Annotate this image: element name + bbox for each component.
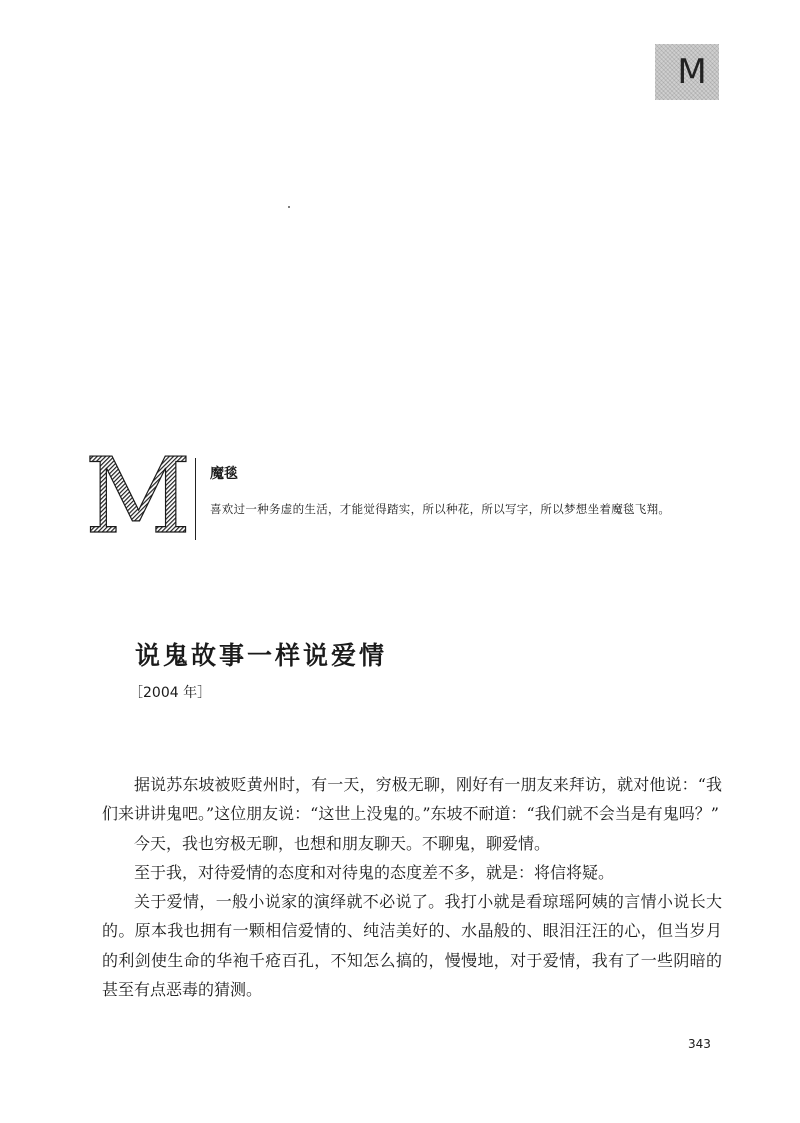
article-title: 说鬼故事一样说爱情: [135, 641, 388, 670]
paragraph: 今天，我也穷极无聊，也想和朋友聊天。不聊鬼，聊爱情。: [134, 833, 551, 853]
article-body: [102, 770, 722, 1004]
page-number: 343: [688, 1037, 711, 1051]
author-divider: [195, 458, 196, 540]
section-letter-tab: [655, 44, 719, 100]
paragraph: 至于我，对待爱情的态度和对待鬼的态度差不多，就是：将信将疑。: [134, 862, 615, 882]
section-letter: M: [677, 52, 707, 92]
author-bio: 喜欢过一种务虚的生活，才能觉得踏实，所以种花，所以写字，所以梦想坐着魔毯飞翔。: [210, 502, 671, 516]
author-name: 魔毯: [210, 466, 238, 482]
article-year: ［2004 年］: [129, 685, 212, 701]
print-speck: [288, 206, 290, 208]
paragraph: 关于爱情，一般小说家的演绎就不必说了。我打小就是看琼瑶阿姨的言情小说长大的。原本我也拥有一颗相信爱情的、纯洁美好的、水晶般的、眼泪汪汪的心，但当岁月的利剑使生命的华袍千疮百孔，不知怎么搞的，慢慢地，对于爱情，我有了一些阴暗的甚至有点恶毒的猜测。: [102, 892, 722, 1000]
author-initial-letter: [84, 435, 192, 557]
author-initial-glyph: M: [84, 435, 192, 557]
paragraph: 据说苏东坡被贬黄州时，有一天，穷极无聊，刚好有一朋友来拜访，就对他说：“我们来讲讲鬼吧。”这位朋友说：“这世上没鬼的。”东坡不耐道：“我们就不会当是有鬼吗？”: [102, 775, 722, 824]
